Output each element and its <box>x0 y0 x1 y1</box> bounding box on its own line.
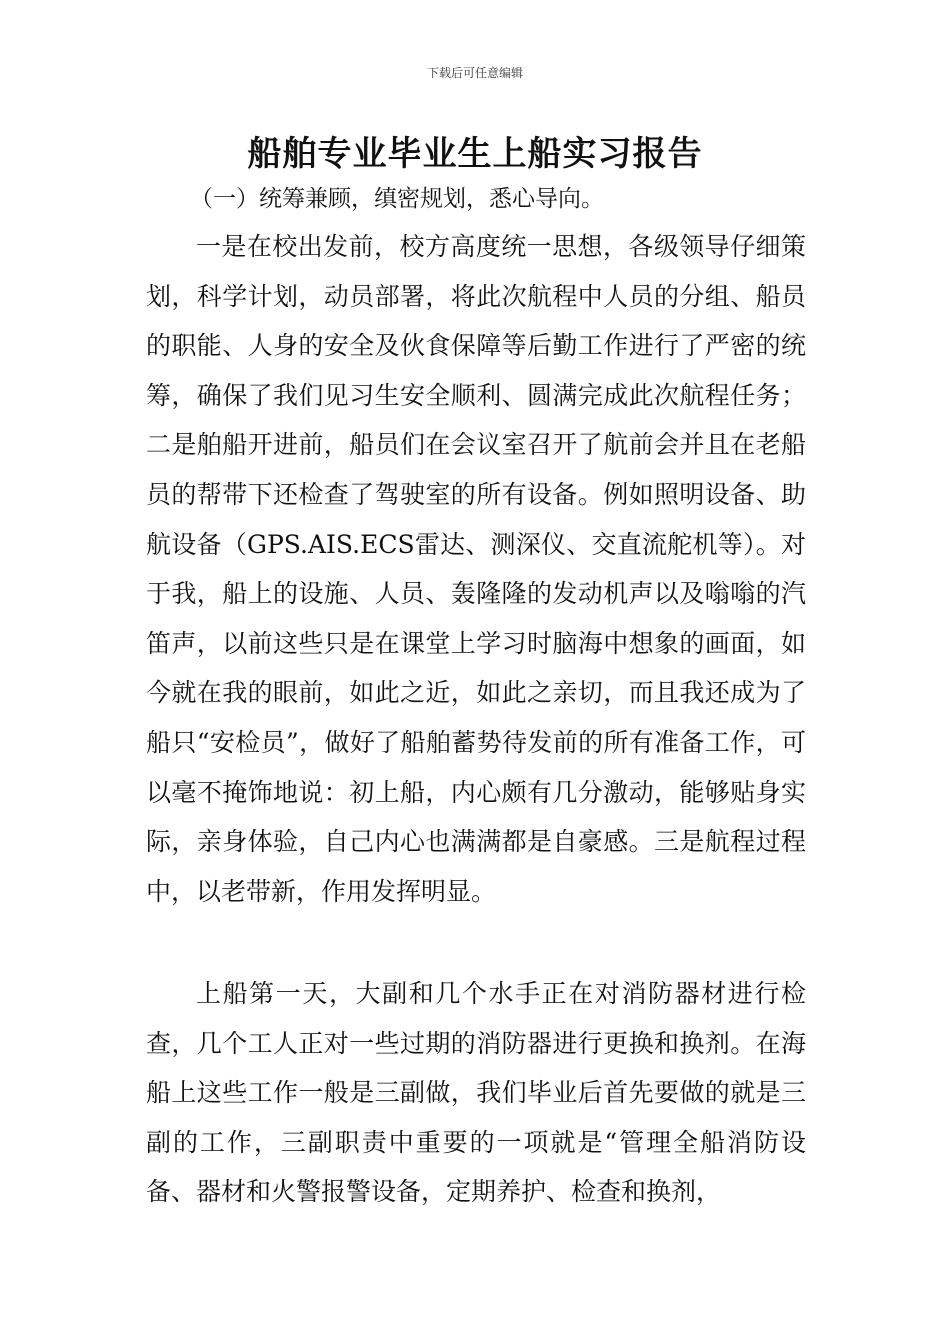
body-paragraph-1: 一是在校出发前，校方高度统一思想，各级领导仔细策划，科学计划，动员部署，将此次航程中人员的分组、船员的职能、人身的安全及伙食保障等后勤工作进行了严密的统筹，确保了我们见习生安全顺利、圆满完成此次航程任务；二是舶船开进前，船员们在会议室召开了航前会并且在老船员的帮带下还检查了驾驶室的所有设备。例如照明设备、助航设备（GPS.AIS.ECS雷达、测深仪、交直流舵机等）。对于我，船上的设施、人员、轰隆隆的发动机声以及嗡嗡的汽笛声，以前这些只是在课堂上学习时脑海中想象的画面，如今就在我的眼前，如此之近，如此之亲切，而且我还成为了船只“安检员”，做好了船舶蓄势待发前的所有准备工作，可以毫不掩饰地说：初上船，内心颇有几分激动，能够贴身实际，亲身体验，自己内心也满满都是自豪感。三是航程过程中，以老带新，作用发挥明显。 <box>146 232 806 906</box>
section-heading: （一）统筹兼顾，缜密规划，悉心导向。 <box>190 186 604 212</box>
body-paragraph-2: 上船第一天，大副和几个水手正在对消防器材进行检查，几个工人正对一些过期的消防器进行更换和换剂。在海船上这些工作一般是三副做，我们毕业后首先要做的就是三副的工作，三副职责中重要的一项就是“管理全船消防设备、器材和火警报警设备，定期养护、检查和换剂， <box>146 979 806 1207</box>
download-note: 下载后可任意编辑 <box>426 66 523 80</box>
document-title: 船舶专业毕业生上船实习报告 <box>247 134 703 174</box>
